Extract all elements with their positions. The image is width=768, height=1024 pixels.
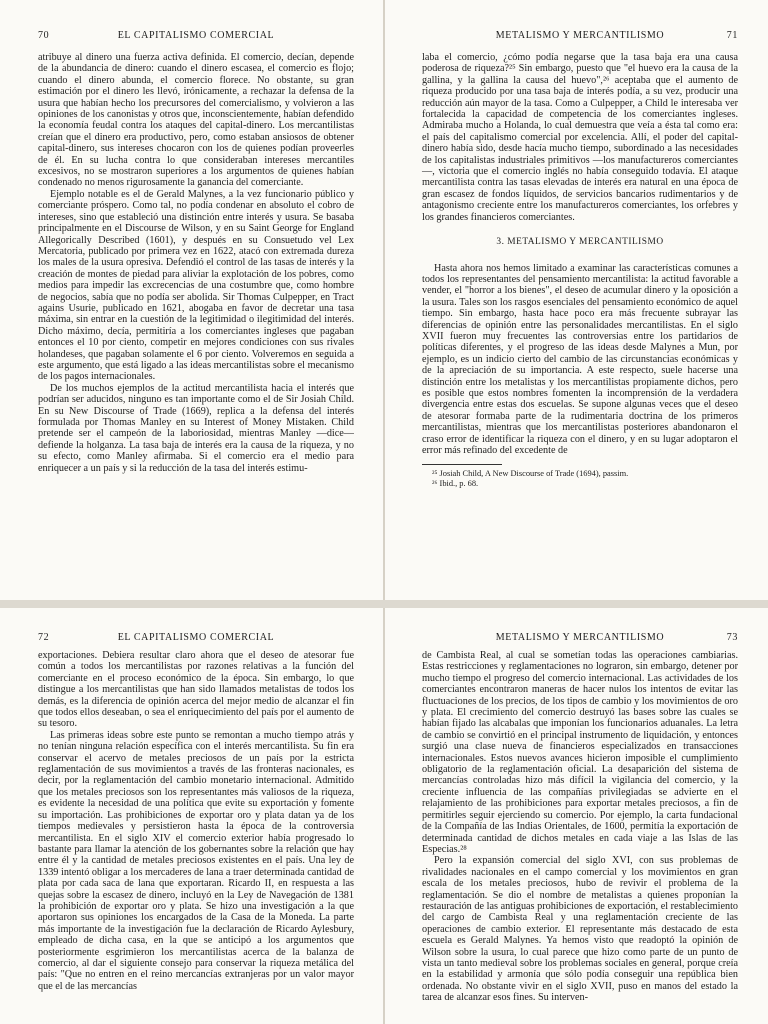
running-head: METALISMO Y MERCANTILISMO — [495, 30, 665, 41]
bottom-spread — [0, 608, 768, 1024]
running-head: EL CAPITALISMO COMERCIAL — [117, 632, 275, 643]
paragraph: De los muchos ejemplos de la actitud mercantilista hacia el interés que podrían ser aducidos, ninguno es tan importante como el de Sir Josiah Child. En su New Discourse of Trade (1669), replica a la defensa del interés formulada por Thomas Manley en su Interest of Money Mistaken. Child pretende ser el campeón de la laboriosidad, mientras Manley —dice— defiende la holganza. La tasa baja de interés era la causa de la riqueza, y no su efecto, como Manley afirmaba. Si el comercio era el medio para enriquecer a un país y si la reducción de la tasa del interés estimu- — [38, 382, 354, 474]
page-number: 73 — [726, 632, 738, 643]
body-text — [422, 52, 738, 489]
paragraph: Ejemplo notable es el de Gerald Malynes, a la vez funcionario público y comerciante próspero. Como tal, no podía condenar en absoluto el cobro de intereses, sino que estableció una distinción entre interés y usura. Se basaba principalmente en el Discourse de Wilson, y en su Saint George for England Allegorically Described (1601), y después en su Consuetudo vel Lex Mercatoria, publicado por primera vez en 1622, atacó con extremada dureza los males de la usura opresiva. Defendió el control de las tasas de interés y la creación de montes de piedad para aliviar la explotación de los pobres, como medios para impedir las excrecencias de una costumbre que, como hombre de negocios, sabía que no podía ser abolida. Sir Thomas Culpepper, en Tract agains Usurie, publicado en 1621, abogaba en favor de decretar una tasa máxima, sin entrar en la cuestión de la legitimidad o ilegitimidad del interés. Dicho máximo, decía, permitiría a los comerciantes ingleses que pagaban entonces el 10 por ciento, competir en mejores condiciones con sus rivales holandeses, que pagaban solamente el 6 por ciento. Volveremos en seguida a este argumento, que está ligado a las ideas mercantilistas sobre el mecanismo de los pagos internacionales. — [38, 188, 354, 383]
spread-separator — [0, 600, 768, 608]
page-header — [422, 632, 738, 648]
footnote-rule — [422, 464, 502, 465]
section-title: 3. METALISMO Y MERCANTILISMO — [496, 237, 664, 248]
paragraph: Las primeras ideas sobre este punto se remontan a mucho tiempo atrás y no tenían ninguna relación específica con el interés mercantilista. Su fin era conservar el acervo de metales preciosos de un país por la estricta reglamentación de sus movimientos a través de las fronteras nacionales, es decir, por la reglamentación del cambio monetario internacional. Admitido que los metales preciosos son los representantes más valiosos de la riqueza, es evidente la necesidad de una política que evite su exportación y fomente su importación. Las prohibiciones de exportar oro y plata datan ya de los tiempos medievales y persistieron hasta la época de la controversia mercantilista. En el siglo XIV el comercio exterior había progresado lo bastante para llamar la atención de los gobernantes sobre la relación que hay entre él y la cantidad de metales preciosos existentes en el país. Una ley de 1339 intentó obligar a los mercaderes de lana a traer determinada cantidad de plata por cada saca de lana que exportaran. Ricardo II, en respuesta a las quejas sobre la escasez de dinero, incluyó en la Ley de Navegación de 1381 la prohibición de exportar oro y plata. Se hizo una investigación a la que aportaron sus opiniones los encargados de la Casa de la Moneda. La parte más importante de la investigación fue la declaración de Ricardo Aylesbury, empleado de dicha casa, en la que se anticipó a los argumentos que posteriormente esgrimieron los mercantilistas acerca de la balanza de comercio, al dar el siguiente consejo para conservar la riqueza metálica del país: "Que no entren en el reino mercancías extranjeras por un valor mayor que el de las mercancías — [38, 729, 354, 992]
paragraph: exportaciones. Debiera resultar claro ahora que el deseo de atesorar fue común a todos los mercantilistas por razones relativas a la función del comerciante en el proceso económico de la época. Sin embargo, lo que distingue a los mercantilistas que han sido llamados metalistas de todos los demás, es la diferencia de opinión acerca del mejor medio de alcanzar el fin que todos ellos deseaban, o sea el enriquecimiento del país por el aumento de su tesoro. — [38, 650, 354, 730]
footnotes — [422, 469, 738, 489]
body-text — [422, 650, 738, 1004]
page-73 — [384, 608, 768, 1024]
running-head: EL CAPITALISMO COMERCIAL — [117, 30, 275, 41]
paragraph: Pero la expansión comercial del siglo XVI, con sus problemas de rivalidades nacionales en el campo comercial y los movimientos en gran escala de los metales preciosos, hubo de revivir el problema de la reglamentación. Se dio el nombre de metalistas a quienes proponían la restauración de las antiguas prohibiciones de exportación, el restablecimiento del cargo de Cambista Real y una reglamentación creciente de las operaciones de cambio exterior. El representante más destacado de esta escuela es Gerald Malynes. Ya hemos visto que readoptó la opinión de Wilson sobre la usura, lo cual parece que hizo como parte de un punto de vista un tanto medieval sobre los problemas sociales en general, porque creía en la estabilidad y armonía que sólo podía conseguir una república bien ordenada. No obstante vivir en el siglo XVII, puso en manos del estado la tarea de alcanzar esos fines. Su interven- — [422, 855, 738, 1004]
page-number: 71 — [726, 30, 738, 41]
footnote: ²⁵ Josiah Child, A New Discourse of Trade (1694), passim. — [432, 469, 629, 479]
page-header — [38, 632, 354, 648]
body-text — [38, 52, 354, 474]
paragraph: de Cambista Real, al cual se sometían todas las operaciones cambiarias. Estas restricciones y reglamentaciones no lograron, sin embargo, detener por mucho tiempo el progreso del comercio internacional. Las actividades de los comerciantes encontraron maneras de hacer nulos los intentos de evitar las fluctuaciones de los precios, de los tipos de cambio y los movimientos de oro y plata. El crecimiento del comercio destruyó las bases sobre las cuales se habían fijado las alcabalas que imponían los funcionarios aduanales. La letra de cambio se convirtió en el principal instrumento de liquidación, y entonces surgió una clase nueva de financieros especializados en transacciones internacionales. Estos nuevos avances hicieron imposible el cumplimiento obligatorio de la reglamentación oficial. La desaparición del sistema de mercancías controladas hizo más difícil la vigilancia del comercio, y la creciente influencia de las compañías privilegiadas se advierte en el relajamiento de las prohibiciones para exportar metales preciosos, a fin de permitirles seguir ejerciendo su comercio. Por ejemplo, la carta fundacional de la Compañía de las Indias Orientales, de 1600, permitía la exportación de determinada cantidad de dichos metales en cada viaje a las Islas de las Especias.²⁸ — [422, 650, 738, 855]
paragraph: laba el comercio, ¿cómo podía negarse que la tasa baja era una causa poderosa de riqueza?²⁵ Sin embargo, puesto que "el huevo era la causa de la gallina, y la gallina la causa del huevo",²⁶ aceptaba que el aumento de riqueza producido por una tasa baja de interés podía, a su vez, producir una reducción aún mayor de la tasa. Como a Culpepper, a Child le interesaba ver fortalecida la capacidad de competencia de los comerciantes ingleses. Admiraba mucho a Holanda, lo cual demuestra que veía a ésta tal como era: el país del capitalismo comercial por excelencia. Allí, el poder del capital-dinero había sido, desde hacía mucho tiempo, subordinado a las necesidades de los capitalistas industriales primitivos —los manufactureros comerciantes—, victoria que el comercio inglés no había conseguido todavía. El ataque mercantilista contra las tasas elevadas de interés era natural en una época de gran escasez de fondos líquidos, de servicios bancarios rudimentarios y de antagonismo creciente entre los manufactureros comerciantes, los orfebres y los grandes financieros comerciantes. — [422, 52, 738, 223]
page-header — [422, 30, 738, 46]
body-text — [38, 650, 354, 992]
page-number: 70 — [38, 30, 50, 41]
running-head: METALISMO Y MERCANTILISMO — [495, 632, 665, 643]
page-71 — [384, 0, 768, 600]
footnote: ²⁶ Ibid., p. 68. — [432, 479, 479, 489]
paragraph: Hasta ahora nos hemos limitado a examinar las características comunes a todos los representantes del pensamiento mercantilista: la actitud favorable a vender, el "horror a los bienes", el deseo de acumular dinero y la oposición a la usura. Tales son los rasgos esenciales del pensamiento económico de aquel tiempo. Sin embargo, hasta hace poco era más frecuente subrayar las diferencias de opinión entre las personalidades mercantilistas. En el siglo XVII fueron muy frecuentes las controversias entre los partidarios de políticas diferentes, y el progreso de las ideas desde Malynes a Mun, por ejemplo, es un indicio cierto del cambio de las circunstancias económicas y de la apreciación de su importancia. A este respecto, suele hacerse una distinción entre los metalistas y los mercantilistas propiamente dichos, pero es posible que estos nombres fomenten la incomprensión de la verdadera divergencia entre estas dos escuelas. Se supone algunas veces que el deseo de atesorar formaba parte de la rudimentaria doctrina de los primeros mercantilistas, mientras que los mercantilistas posteriores abandonaron el craso error de identificar la riqueza con el dinero, y en su lugar adoptaron el error más refinado del excedente de — [422, 262, 738, 456]
page-72 — [0, 608, 384, 1024]
page-number: 72 — [38, 632, 50, 643]
paragraph: atribuye al dinero una fuerza activa definida. El comercio, decían, depende de la abundancia de dinero: cuando el dinero escasea, el comercio es flojo; cuando el dinero abunda, el comercio florece. No obstante, su gran estimación por el dinero les llevó, irónicamente, a rechazar la defensa de la usura que habían hecho los precursores del comercialismo, y volvieron a las opiniones de los canonistas y otros que, inconscientemente, habían defendido la economía feudal contra los ataques del capital-dinero. Los mercantilistas creían que el dinero era productivo, pero, como estaban ansiosos de obtener capital-dinero, sus intereses chocaron con los de quienes podían proveerles de él. En su lucha contra lo que consideraban intereses mercantiles excesivos, no se mostraron superiores a los argumentos de quienes habían condenado no menos rigurosamente la ganancia del comerciante. — [38, 52, 354, 189]
page-70 — [0, 0, 384, 600]
page-header — [38, 30, 354, 46]
